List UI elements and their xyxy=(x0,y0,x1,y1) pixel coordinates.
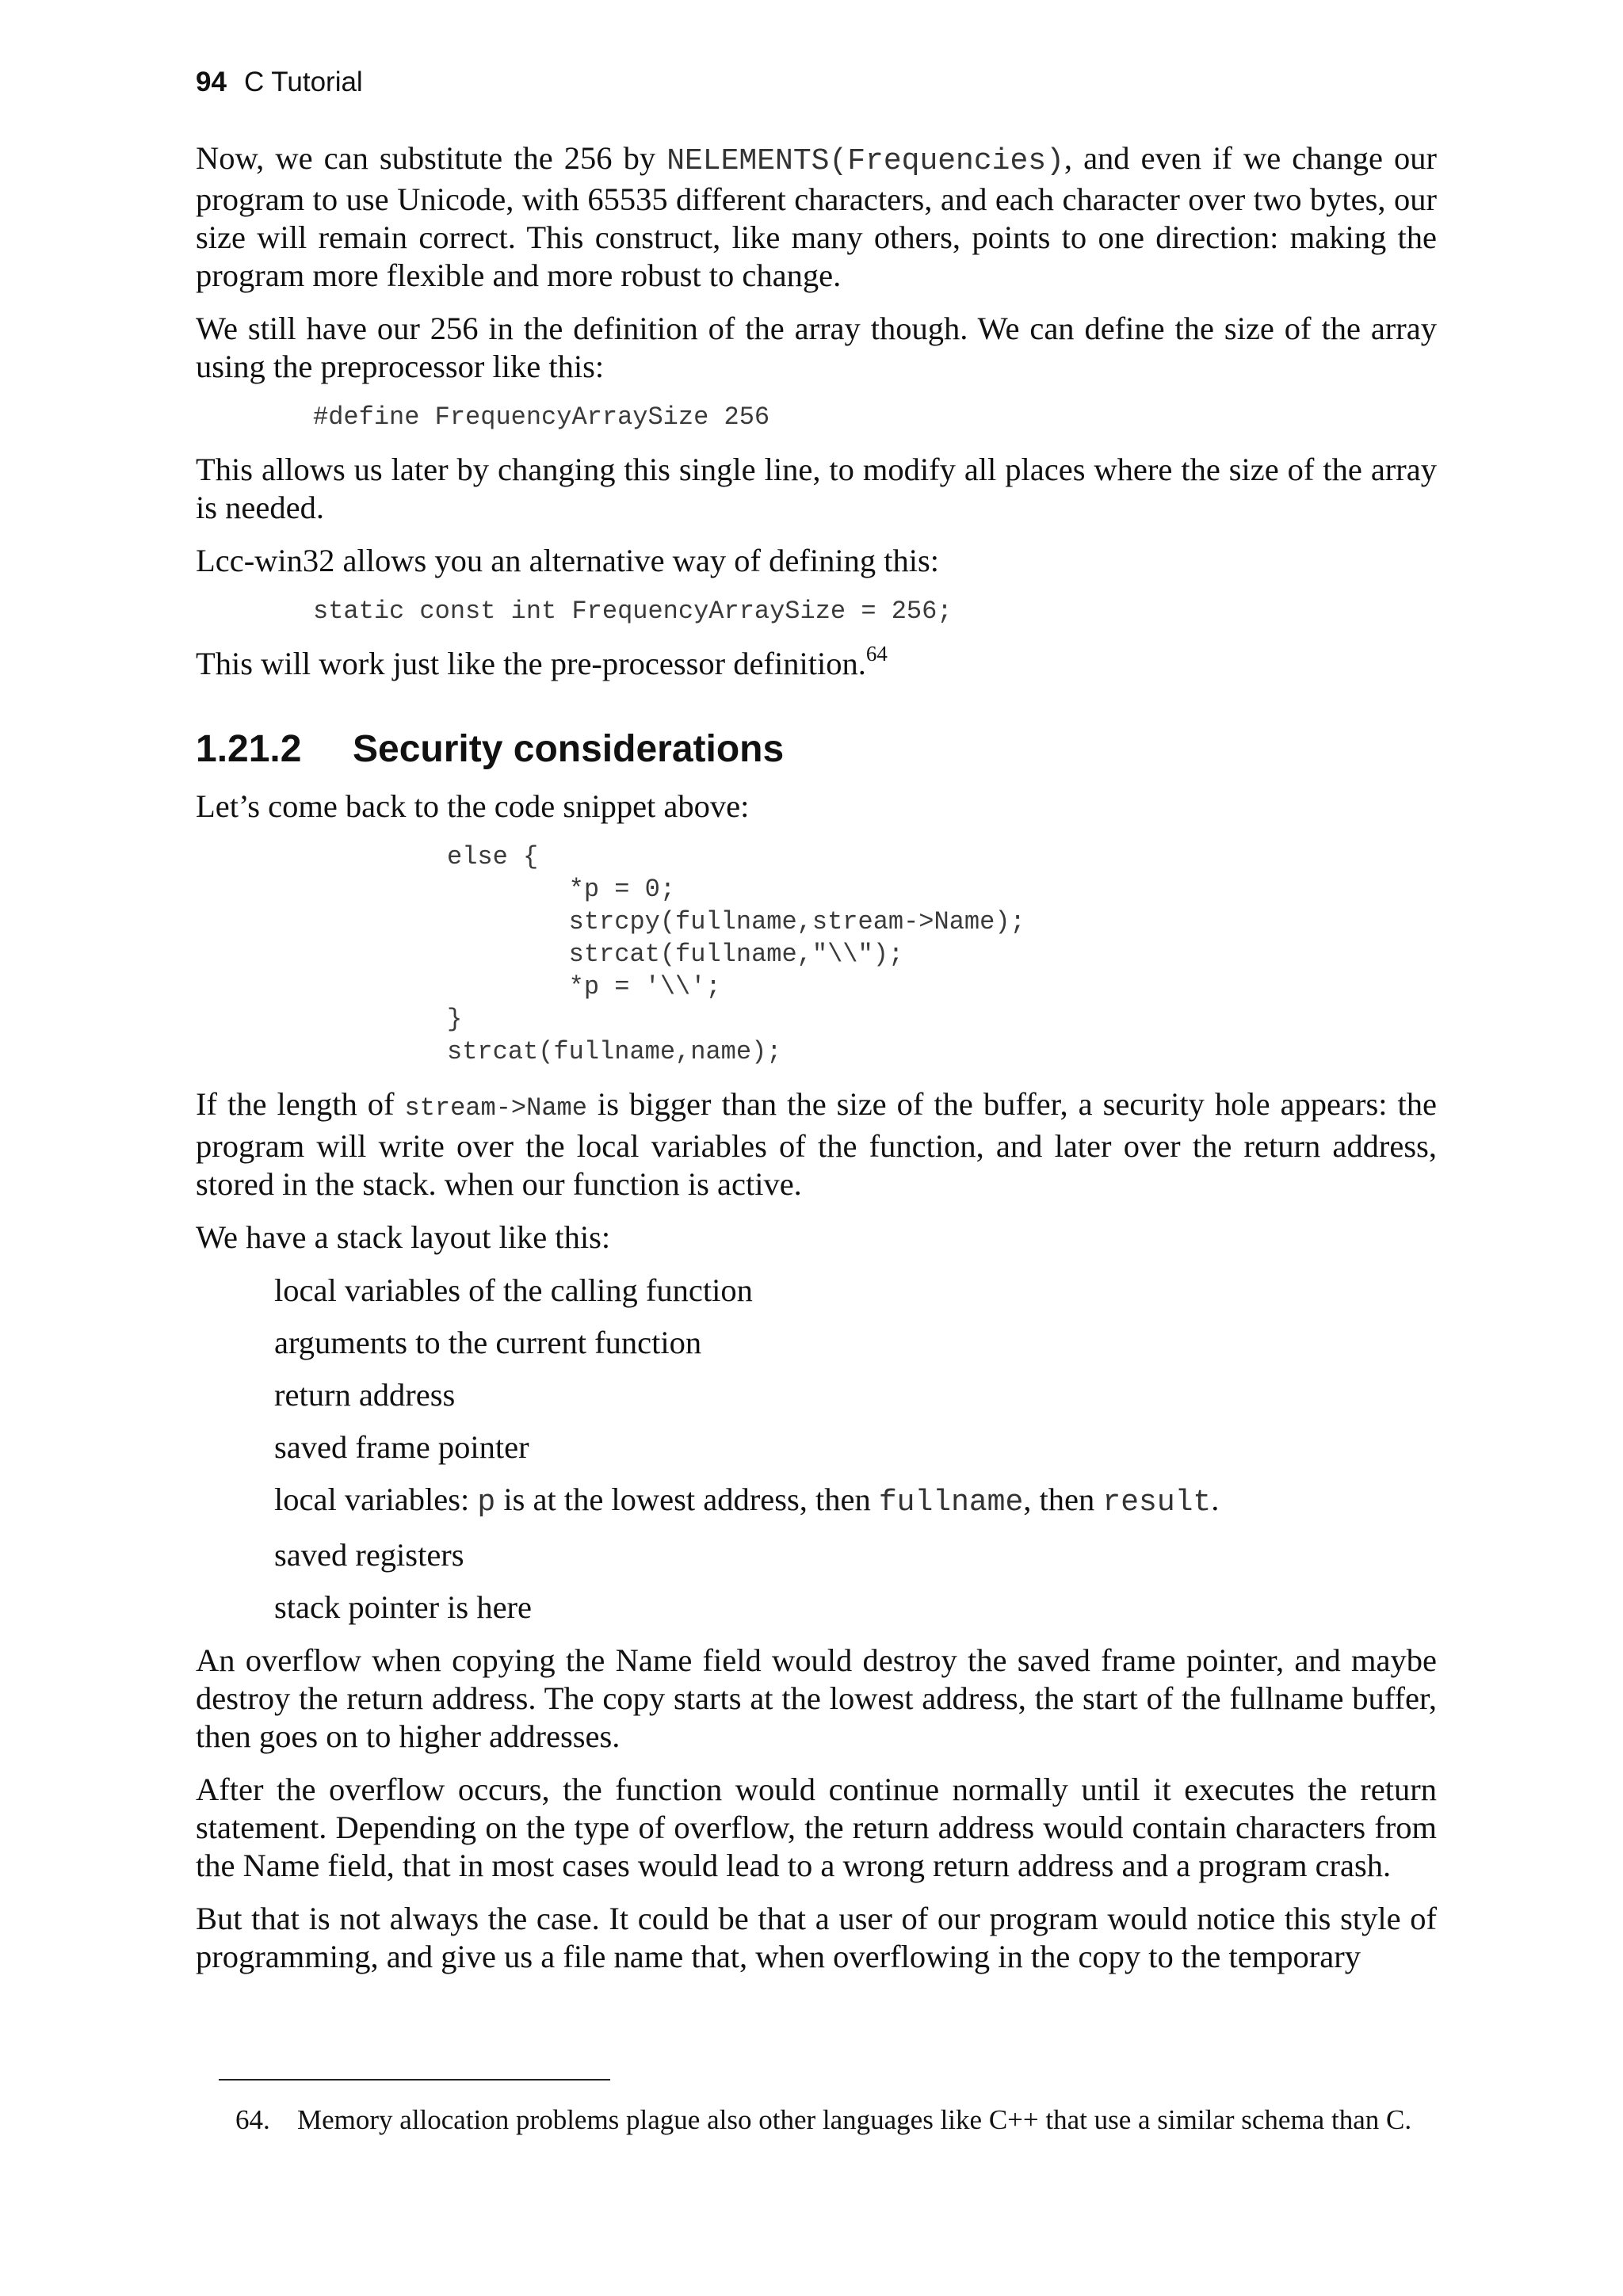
stack-layout-list xyxy=(196,1272,1437,1627)
list-item: stack pointer is here xyxy=(274,1589,533,1625)
running-header xyxy=(196,67,363,98)
code-static-const: static const int FrequencyArraySize = 256; xyxy=(313,597,953,626)
list-item: return address xyxy=(274,1377,456,1413)
list-item: saved frame pointer xyxy=(274,1429,529,1465)
text-span: Now, we can substitute the 256 by xyxy=(196,140,667,176)
list-item: saved registers xyxy=(274,1537,464,1573)
paragraph-preprocessor xyxy=(196,642,1437,683)
section-title: Security considerations xyxy=(353,728,785,770)
inline-code-result: result xyxy=(1102,1486,1212,1520)
section-heading xyxy=(196,727,1437,772)
footnote-ref[interactable]: 64 xyxy=(865,642,888,666)
list-item: local variables of the calling function xyxy=(274,1272,753,1308)
running-title: C Tutorial xyxy=(243,67,363,97)
page-number: 94 xyxy=(196,67,227,97)
inline-code-p: p xyxy=(477,1486,496,1520)
text-span: , and even if we change our program to use Unicode, with 65535 different characters, and each character over two bytes, our size will remain correct. This construct, like many others, points to one direction: making the program more flexible and more robust to change. xyxy=(196,140,1438,293)
paragraph-lcc-alternative: Lcc-win32 allows you an alternative way of defining this: xyxy=(196,543,939,578)
text-span: local variables: xyxy=(274,1482,478,1517)
code-define: #define FrequencyArraySize 256 xyxy=(313,402,770,432)
text-span: . xyxy=(1211,1482,1220,1517)
text-span: This will work just like the pre-processor definition. xyxy=(196,646,866,681)
paragraph-nelements xyxy=(196,139,1437,295)
text-span: is at the lowest address, then xyxy=(495,1482,879,1517)
code-snippet-strcpy: else { *p = 0; strcpy(fullname,stream->Name); strcat(fullname,"\\"); *p = '\\'; } strcat(fullname,name); xyxy=(447,842,1025,1066)
section-number: 1.21.2 xyxy=(196,728,302,770)
paragraph-overflow: An overflow when copying the Name field would destroy the saved frame pointer, and maybe destroy the return address. The copy starts at the lowest address, the start of the fullname buffer, then goes on to higher addresses. xyxy=(196,1642,1437,1754)
inline-code-stream-name: stream->Name xyxy=(404,1093,587,1123)
paragraph-stack-layout-intro: We have a stack layout like this: xyxy=(196,1219,611,1255)
paragraph-array-definition: We still have our 256 in the definition of the array though. We can define the size of the array using the preprocessor like this: xyxy=(196,311,1437,384)
paragraph-code-snippet-intro: Let’s come back to the code snippet above: xyxy=(196,788,750,824)
footnote-divider xyxy=(219,2079,610,2081)
text-span: If the length of xyxy=(196,1086,405,1122)
paragraph-security-hole xyxy=(196,1085,1437,1203)
paragraph-not-always: But that is not always the case. It could be that a user of our program would notice this style of programming, and give us a file name that, when overflowing in the copy to the temporary xyxy=(196,1901,1437,1974)
inline-code-fullname: fullname xyxy=(878,1486,1024,1520)
list-item xyxy=(274,1481,1437,1522)
body-text xyxy=(196,139,1437,1991)
text-span: is bigger than the size of the buffer, a security hole appears: the program will write over the local variables of the function, and later over the return address, stored in the stack. when our function is active. xyxy=(196,1086,1437,1202)
paragraph-single-line: This allows us later by changing this single line, to modify all places where the size of the array is needed. xyxy=(196,452,1437,525)
footnote-number: 64. xyxy=(235,2104,270,2135)
footnote-text: Memory allocation problems plague also other languages like C++ that use a similar schema than C. xyxy=(297,2104,1412,2135)
inline-code-nelements: NELEMENTS(Frequencies) xyxy=(666,144,1064,178)
list-item: arguments to the current function xyxy=(274,1325,702,1360)
footnote xyxy=(235,2103,1411,2137)
paragraph-after-overflow: After the overflow occurs, the function would continue normally until it executes the return statement. Depending on the type of overflow, the return address would contain characters from the Name field, that in most cases would lead to a wrong return address and a program crash. xyxy=(196,1772,1437,1883)
text-span: , then xyxy=(1023,1482,1103,1517)
